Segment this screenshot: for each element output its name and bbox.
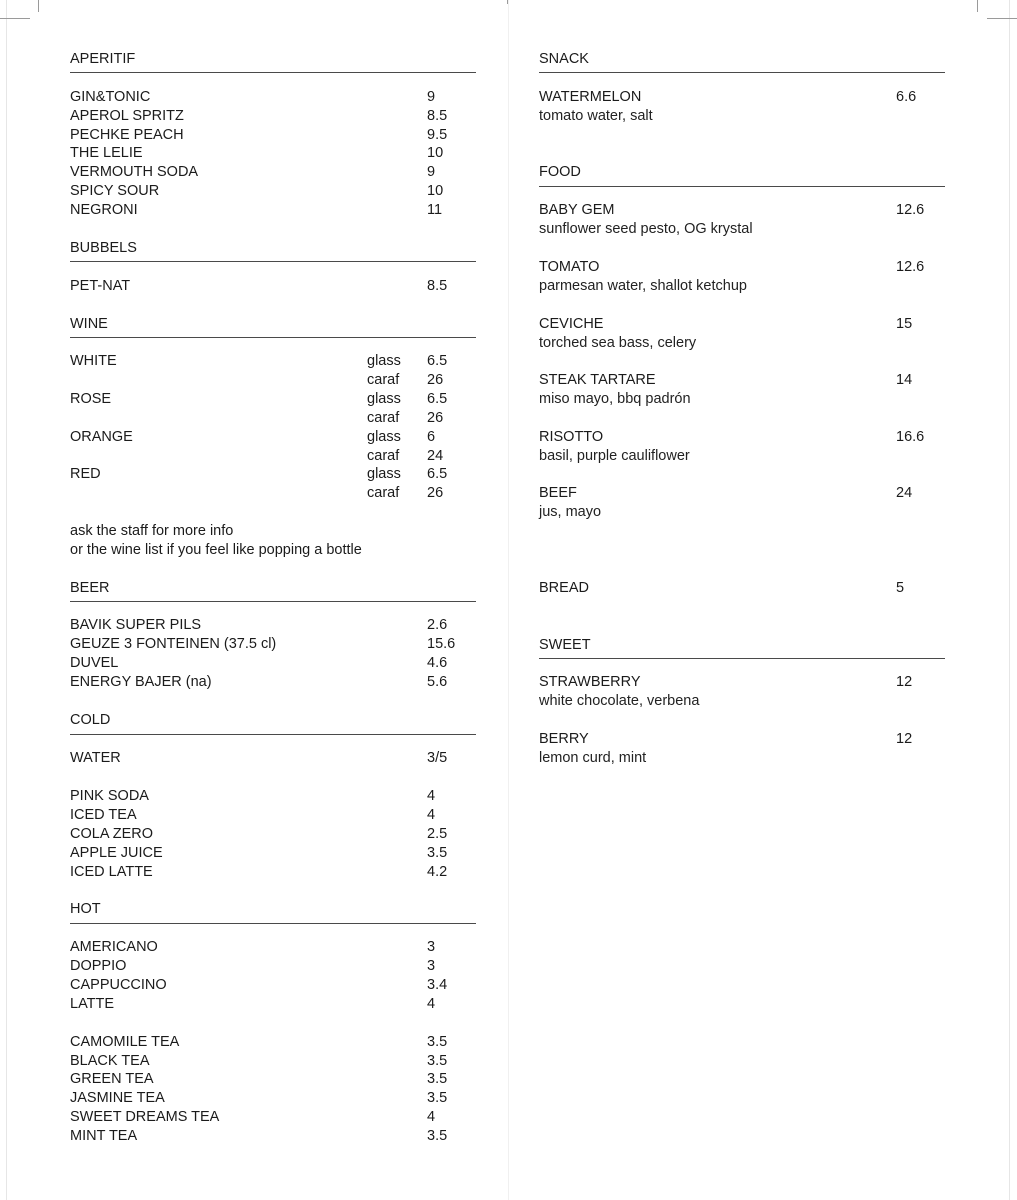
menu-item-name: CAPPUCCINO xyxy=(70,977,167,993)
dish-name: RISOTTO xyxy=(539,429,604,445)
menu-item-price: 3.5 xyxy=(427,1071,448,1087)
wine-caraf-price: 26 xyxy=(427,410,444,426)
dish-description: sunflower seed pesto, OG krystal xyxy=(539,221,753,237)
menu-item-name: ENERGY BAJER (na) xyxy=(70,674,212,690)
section-title-hot: HOT xyxy=(70,901,101,917)
wine-glass-label: glass xyxy=(367,466,401,482)
section-rule xyxy=(70,72,476,73)
menu-item-price: 4.6 xyxy=(427,655,448,671)
wine-caraf-label: caraf xyxy=(367,448,400,464)
menu-item-price: 4 xyxy=(427,788,436,804)
menu-item-price: 8.5 xyxy=(427,108,448,124)
dish-price: 12 xyxy=(896,731,913,747)
dish-price: 24 xyxy=(896,485,913,501)
menu-item-name: PINK SODA xyxy=(70,788,149,804)
menu-item-price: 9 xyxy=(427,89,436,105)
menu-item-price: 5.6 xyxy=(427,674,448,690)
menu-item-price: 3.5 xyxy=(427,1034,448,1050)
wine-caraf-price: 26 xyxy=(427,372,444,388)
section-rule xyxy=(539,658,945,659)
wine-name: ORANGE xyxy=(70,429,133,445)
section-rule xyxy=(70,734,476,735)
dish-name: STEAK TARTARE xyxy=(539,372,656,388)
menu-item-price: 3.5 xyxy=(427,845,448,861)
menu-item-price: 2.6 xyxy=(427,617,448,633)
dish-price: 12.6 xyxy=(896,259,925,275)
section-rule xyxy=(70,923,476,924)
dish-price: 16.6 xyxy=(896,429,925,445)
section-rule xyxy=(539,72,945,73)
menu-item-price: 10 xyxy=(427,183,444,199)
menu-item-name: CAMOMILE TEA xyxy=(70,1034,180,1050)
wine-note: ask the staff for more info xyxy=(70,523,234,539)
dish-name: WATERMELON xyxy=(539,89,642,105)
wine-caraf-price: 24 xyxy=(427,448,444,464)
section-title-wine: WINE xyxy=(70,316,108,332)
wine-name: RED xyxy=(70,466,101,482)
menu-item-name: LATTE xyxy=(70,996,115,1012)
section-title-snack: SNACK xyxy=(539,51,589,67)
dish-description: tomato water, salt xyxy=(539,108,653,124)
section-title-food: FOOD xyxy=(539,164,581,180)
menu-item-name: DUVEL xyxy=(70,655,119,671)
menu-item-price: 11 xyxy=(427,202,443,218)
menu-item-name: JASMINE TEA xyxy=(70,1090,165,1106)
section-title-aperitif: APERITIF xyxy=(70,51,136,67)
wine-glass-price: 6 xyxy=(427,429,436,445)
menu-item-name: COLA ZERO xyxy=(70,826,153,842)
dish-description: parmesan water, shallot ketchup xyxy=(539,278,747,294)
crop-tick-right xyxy=(977,0,978,12)
menu-item-name: NEGRONI xyxy=(70,202,138,218)
dish-name: BREAD xyxy=(539,580,589,596)
wine-caraf-price: 26 xyxy=(427,485,444,501)
section-title-sweet: SWEET xyxy=(539,637,591,653)
section-rule xyxy=(539,186,945,187)
dish-price: 5 xyxy=(896,580,905,596)
menu-item-name: DOPPIO xyxy=(70,958,127,974)
page-edge-left xyxy=(6,0,7,1200)
menu-item-name: SWEET DREAMS TEA xyxy=(70,1109,220,1125)
menu-item-price: 4 xyxy=(427,807,436,823)
section-rule xyxy=(70,601,476,602)
dish-price: 14 xyxy=(896,372,913,388)
menu-item-name: ICED LATTE xyxy=(70,864,153,880)
menu-item-price: 3/5 xyxy=(427,750,448,766)
wine-glass-label: glass xyxy=(367,429,401,445)
dish-price: 12 xyxy=(896,674,913,690)
menu-item-price: 4 xyxy=(427,1109,436,1125)
menu-item-price: 3.5 xyxy=(427,1053,448,1069)
menu-item-name: APEROL SPRITZ xyxy=(70,108,184,124)
dish-name: CEVICHE xyxy=(539,316,604,332)
menu-item-price: 3 xyxy=(427,939,436,955)
section-title-beer: BEER xyxy=(70,580,110,596)
page-edge-right xyxy=(1009,0,1010,1200)
dish-name: STRAWBERRY xyxy=(539,674,641,690)
dish-price: 6.6 xyxy=(896,89,917,105)
menu-item-name: SPICY SOUR xyxy=(70,183,160,199)
dish-name: BEEF xyxy=(539,485,577,501)
wine-glass-price: 6.5 xyxy=(427,466,448,482)
menu-item-price: 15.6 xyxy=(427,636,456,652)
menu-item-price: 9.5 xyxy=(427,127,448,143)
dish-description: white chocolate, verbena xyxy=(539,693,700,709)
section-rule xyxy=(70,337,476,338)
dish-name: BERRY xyxy=(539,731,589,747)
menu-item-name: BAVIK SUPER PILS xyxy=(70,617,202,633)
wine-caraf-label: caraf xyxy=(367,372,400,388)
menu-item-price: 2.5 xyxy=(427,826,448,842)
menu-item-name: APPLE JUICE xyxy=(70,845,163,861)
wine-glass-label: glass xyxy=(367,353,401,369)
section-title-bubbels: BUBBELS xyxy=(70,240,137,256)
crop-tick-middle xyxy=(507,0,508,4)
wine-name: ROSE xyxy=(70,391,112,407)
menu-item-name: PECHKE PEACH xyxy=(70,127,184,143)
menu-item-price: 3.5 xyxy=(427,1128,448,1144)
menu-item-name: VERMOUTH SODA xyxy=(70,164,199,180)
wine-glass-price: 6.5 xyxy=(427,353,448,369)
crop-tick-left xyxy=(38,0,39,12)
menu-item-name: AMERICANO xyxy=(70,939,158,955)
wine-note: or the wine list if you feel like popping a bottle xyxy=(70,542,362,558)
page-fold xyxy=(508,0,509,1200)
menu-item-name: GEUZE 3 FONTEINEN (37.5 cl) xyxy=(70,636,277,652)
section-rule xyxy=(70,261,476,262)
dish-description: basil, purple cauliflower xyxy=(539,448,690,464)
menu-item-price: 3 xyxy=(427,958,436,974)
crop-mark-top-left xyxy=(0,18,30,19)
wine-caraf-label: caraf xyxy=(367,410,400,426)
wine-glass-price: 6.5 xyxy=(427,391,448,407)
menu-item-name: GREEN TEA xyxy=(70,1071,154,1087)
dish-name: TOMATO xyxy=(539,259,600,275)
menu-item-price: 3.5 xyxy=(427,1090,448,1106)
menu-item-name: WATER xyxy=(70,750,121,766)
section-title-cold: COLD xyxy=(70,712,111,728)
wine-caraf-label: caraf xyxy=(367,485,400,501)
dish-name: BABY GEM xyxy=(539,202,615,218)
menu-item-name: GIN&TONIC xyxy=(70,89,151,105)
dish-description: lemon curd, mint xyxy=(539,750,647,766)
dish-description: torched sea bass, celery xyxy=(539,335,697,351)
menu-item-price: 3.4 xyxy=(427,977,448,993)
menu-item-name: THE LELIE xyxy=(70,145,143,161)
wine-glass-label: glass xyxy=(367,391,401,407)
menu-item-price: 8.5 xyxy=(427,278,448,294)
menu-item-name: MINT TEA xyxy=(70,1128,138,1144)
menu-item-price: 9 xyxy=(427,164,436,180)
menu-item-price: 10 xyxy=(427,145,444,161)
dish-description: miso mayo, bbq padrón xyxy=(539,391,691,407)
dish-price: 12.6 xyxy=(896,202,925,218)
menu-item-price: 4 xyxy=(427,996,436,1012)
dish-price: 15 xyxy=(896,316,913,332)
wine-name: WHITE xyxy=(70,353,117,369)
crop-mark-top-right xyxy=(987,18,1017,19)
menu-item-name: BLACK TEA xyxy=(70,1053,150,1069)
dish-description: jus, mayo xyxy=(539,504,602,520)
menu-item-name: ICED TEA xyxy=(70,807,137,823)
menu-item-name: PET-NAT xyxy=(70,278,131,294)
menu-item-price: 4.2 xyxy=(427,864,448,880)
